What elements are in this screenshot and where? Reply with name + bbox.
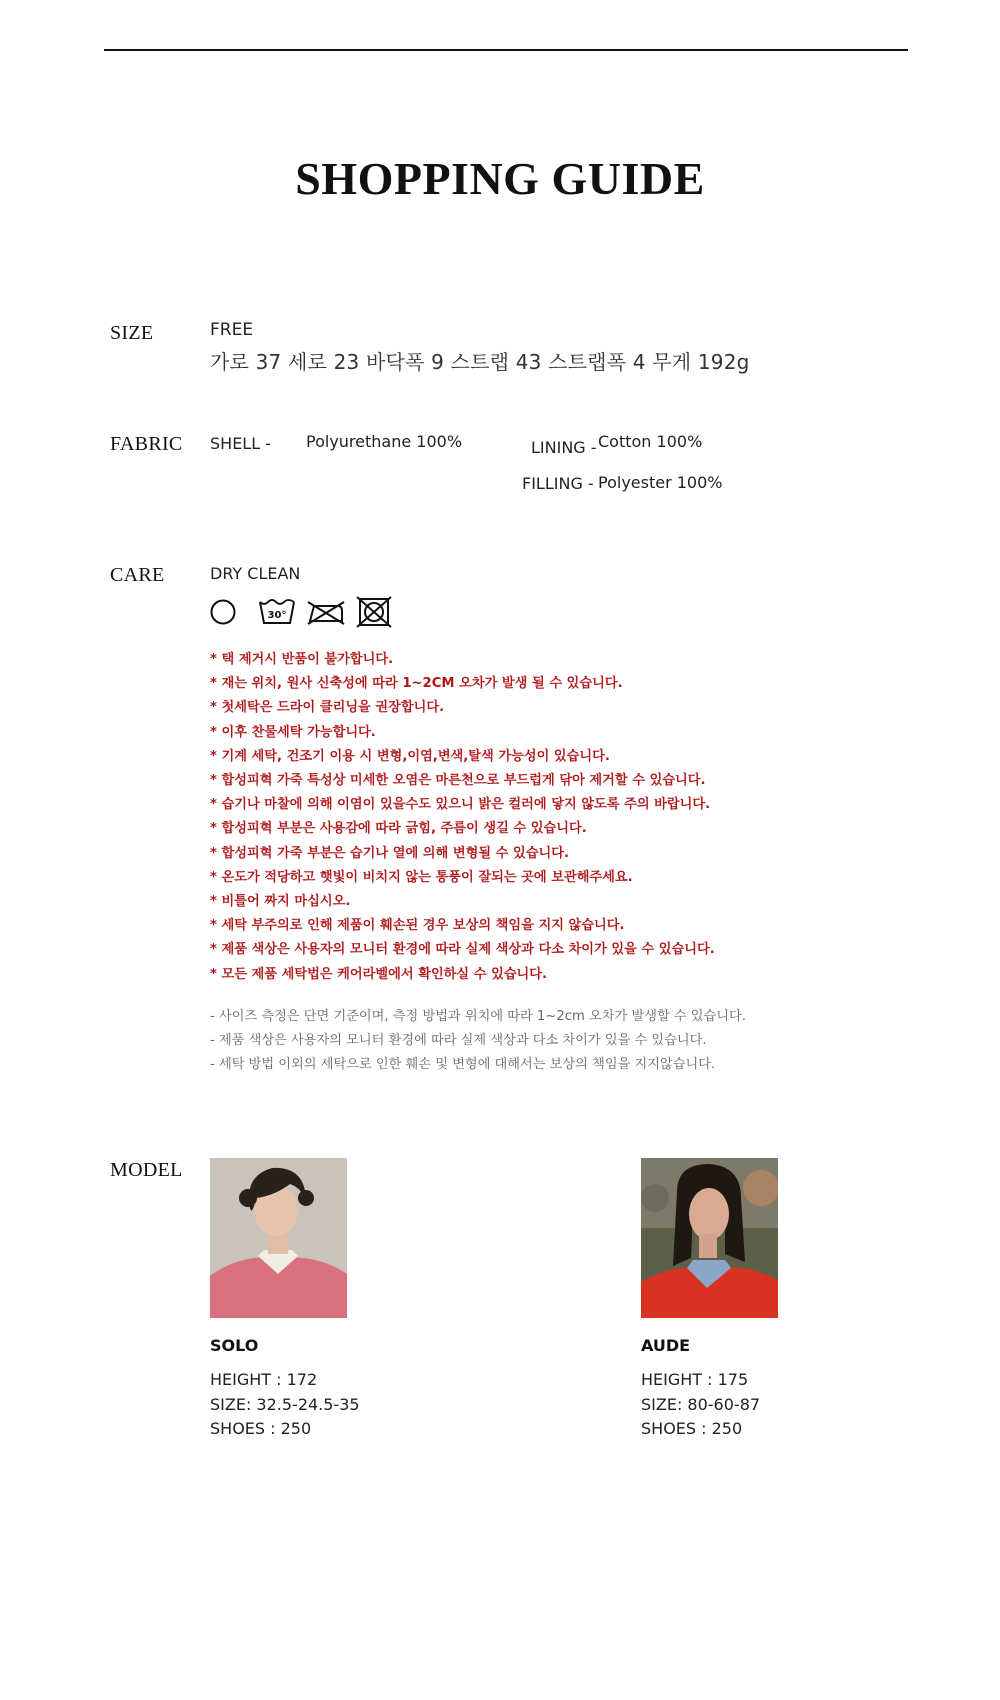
care-warning: * 비틀어 짜지 마십시오. [210,894,351,910]
model-photo-solo [210,1158,347,1318]
care-warning: * 재는 위치, 원사 신축성에 따라 1~2CM 오차가 발생 될 수 있습니다. [210,676,623,692]
fabric-section-label: FABRIC [110,433,183,455]
care-warning: * 합성피혁 가죽 부분은 습기나 열에 의해 변형될 수 있습니다. [210,845,569,861]
wash-temp-label: 30° [267,610,287,621]
fabric-filling-key: FILLING - [522,474,594,493]
no-tumble-dry-icon [354,596,392,628]
care-warning-list [210,648,715,987]
care-warning: * 제품 색상은 사용자의 모니터 환경에 따라 실제 색상과 다소 차이가 있을 수 있습니다. [210,942,715,958]
circle-icon [210,596,248,628]
top-divider [104,49,908,51]
model-stats [641,1368,881,1442]
model-photo-aude [641,1158,778,1318]
care-warning: * 기계 세탁, 건조기 이용 시 변형,이염,변색,탈색 가능성이 있습니다. [210,748,610,764]
care-section-label: CARE [110,564,165,586]
model-card-aude [641,1158,881,1442]
care-warning: * 택 제거시 반품이 불가합니다. [210,652,394,667]
fabric-lining-value: Cotton 100% [598,432,703,451]
care-notice-list [210,1005,746,1077]
care-warning: * 첫세탁은 드라이 클리닝을 권장합니다. [210,700,445,716]
model-name: AUDE [641,1336,691,1355]
care-warning: * 모든 제품 세탁법은 케어라벨에서 확인하실 수 있습니다. [210,966,548,982]
care-warning: * 습기나 마찰에 의해 이염이 있을수도 있으니 밝은 컬러에 닿지 않도록 주의 바랍니다. [210,797,711,813]
model-shoes: SHOES : 250 [641,1419,743,1438]
care-warning: * 세탁 부주의로 인해 제품이 훼손된 경우 보상의 책임을 지지 않습니다. [210,918,625,934]
care-warning: * 합성피혁 가죽 특성상 미세한 오염은 마른천으로 부드럽게 닦아 제거할 수 있습니다. [210,773,706,789]
page-title: SHOPPING GUIDE [295,153,705,204]
fabric-filling-value: Polyester 100% [598,473,723,492]
care-warning: * 온도가 적당하고 햇빛이 비치지 않는 통풍이 잘되는 곳에 보관해주세요. [210,869,633,885]
size-section-label: SIZE [110,322,154,344]
model-stats [210,1368,450,1442]
model-size: SIZE: 80-60-87 [641,1394,761,1414]
model-shoes: SHOES : 250 [210,1419,312,1438]
no-iron-icon [306,596,344,628]
care-icons [210,596,392,628]
size-option: FREE [210,320,254,340]
care-notice: - 세탁 방법 이외의 세탁으로 인한 훼손 및 변형에 대해서는 보상의 책임을 지지않습니다. [210,1057,716,1072]
care-warning: * 이후 찬물세탁 가능합니다. [210,724,376,740]
fabric-shell-value: Polyurethane 100% [306,432,463,451]
model-height: HEIGHT : 175 [641,1370,749,1389]
wash-30-icon [258,596,296,628]
model-size: SIZE: 32.5-24.5-35 [210,1394,360,1414]
care-notice: - 사이즈 측정은 단면 기준이며, 측정 방법과 위치에 따라 1~2cm 오차가 발생할 수 있습니다. [210,1009,746,1024]
care-warning: * 합성피혁 부분은 사용감에 따라 긁힘, 주름이 생길 수 있습니다. [210,821,587,837]
model-name: SOLO [210,1336,259,1355]
fabric-lining-key: LINING - [531,438,597,457]
care-method: DRY CLEAN [210,564,301,583]
model-height: HEIGHT : 172 [210,1370,318,1389]
size-dimensions: 가로 37 세로 23 바닥폭 9 스트랩 43 스트랩폭 4 무게 192g [210,350,750,374]
model-card-solo [210,1158,450,1442]
care-notice: - 제품 색상은 사용자의 모니터 환경에 따라 실제 색상과 다소 차이가 있을 수 있습니다. [210,1033,707,1048]
fabric-shell-key: SHELL - [210,434,271,453]
model-section-label: MODEL [110,1159,183,1181]
